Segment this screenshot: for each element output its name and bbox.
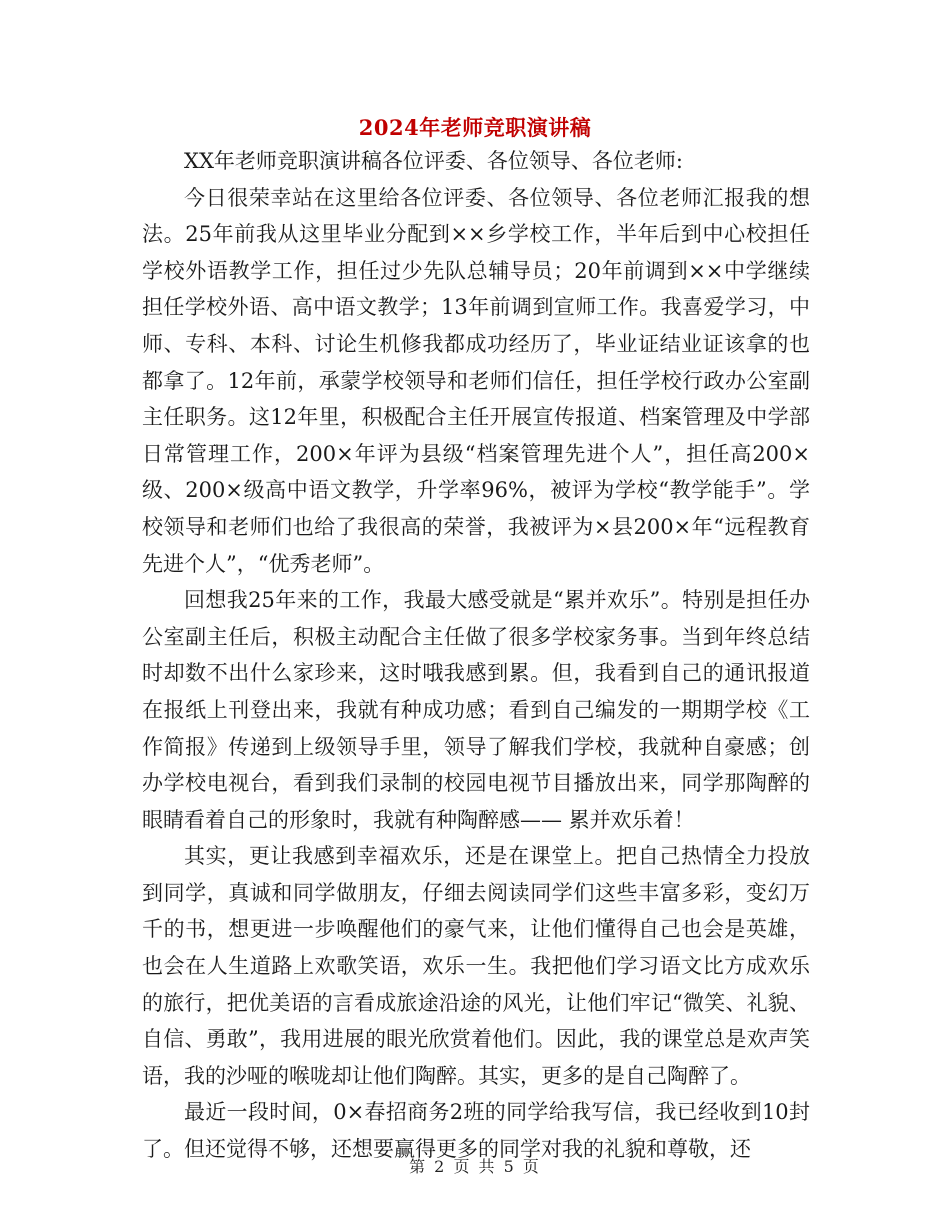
page-number-footer: 第 2 页 共 5 页 [409, 1157, 541, 1176]
paragraph-letters: 最近一段时间，0×春招商务2班的同学给我写信，我已经收到10封了。但还觉得不够，还想要赢得更多的同学对我的礼貌和尊敬，还 [142, 1100, 810, 1162]
paragraph-classroom: 其实，更让我感到幸福欢乐，还是在课堂上。把自己热情全力投放到同学，真诚和同学做朋友，仔细去阅读同学们这些丰富多彩，变幻万千的书，想更进一步唤醒他们的豪气来，让他们懂得自己也会是英雄，也会在人生道路上欢歌笑语，欢乐一生。我把他们学习语文比方成欢乐的旅行，把优美语的言看成旅途沿途的风光，让他们牢记“微笑、礼貌、自信、勇敢”，我用进展的眼光欣赏着他们。因此，我的课堂总是欢声笑语，我的沙哑的喉咙却让他们陶醉。其实，更多的是自己陶醉了。 [142, 844, 810, 1088]
document-body [142, 143, 810, 1168]
paragraph-reflection: 回想我25年来的工作，我最大感受就是“累并欢乐”。特别是担任办公室副主任后，积极主动配合主任做了很多学校家务事。当到年终总结时却数不出什么家珍来，这时哦我感到累。但，我看到自己的通讯报道在报纸上刊登出来，我就有种成功感；看到自己编发的一期期学校《工作简报》传递到上级领导手里，领导了解我们学校，我就种自豪感；创办学校电视台，看到我们录制的校园电视节目播放出来，同学那陶醉的眼睛看着自己的形象时，我就有种陶醉感—— 累并欢乐着！ [142, 588, 810, 832]
paragraph-greeting: XX年老师竞职演讲稿各位评委、各位领导、各位老师: [184, 149, 683, 173]
document-title: 2024年老师竞职演讲稿 [358, 115, 592, 140]
paragraph-introduction: 今日很荣幸站在这里给各位评委、各位领导、各位老师汇报我的想法。25年前我从这里毕业分配到××乡学校工作，半年后到中心校担任学校外语教学工作，担任过少先队总辅导员；20年前调到××中学继续担任学校外语、高中语文教学；13年前调到宣师工作。我喜爱学习，中师、专科、本科、讨论生机修我都成功经历了，毕业证结业证该拿的也都拿了。12年前，承蒙学校领导和老师们信任，担任学校行政办公室副主任职务。这12年里，积极配合主任开展宣传报道、档案管理及中学部日常管理工作，200×年评为县级“档案管理先进个人”，担任高200×级、200×级高中语文教学，升学率96%，被评为学校“教学能手”。学校领导和老师们也给了我很高的荣誉，我被评为×县200×年“远程教育先进个人”，“优秀老师”。 [142, 185, 810, 576]
